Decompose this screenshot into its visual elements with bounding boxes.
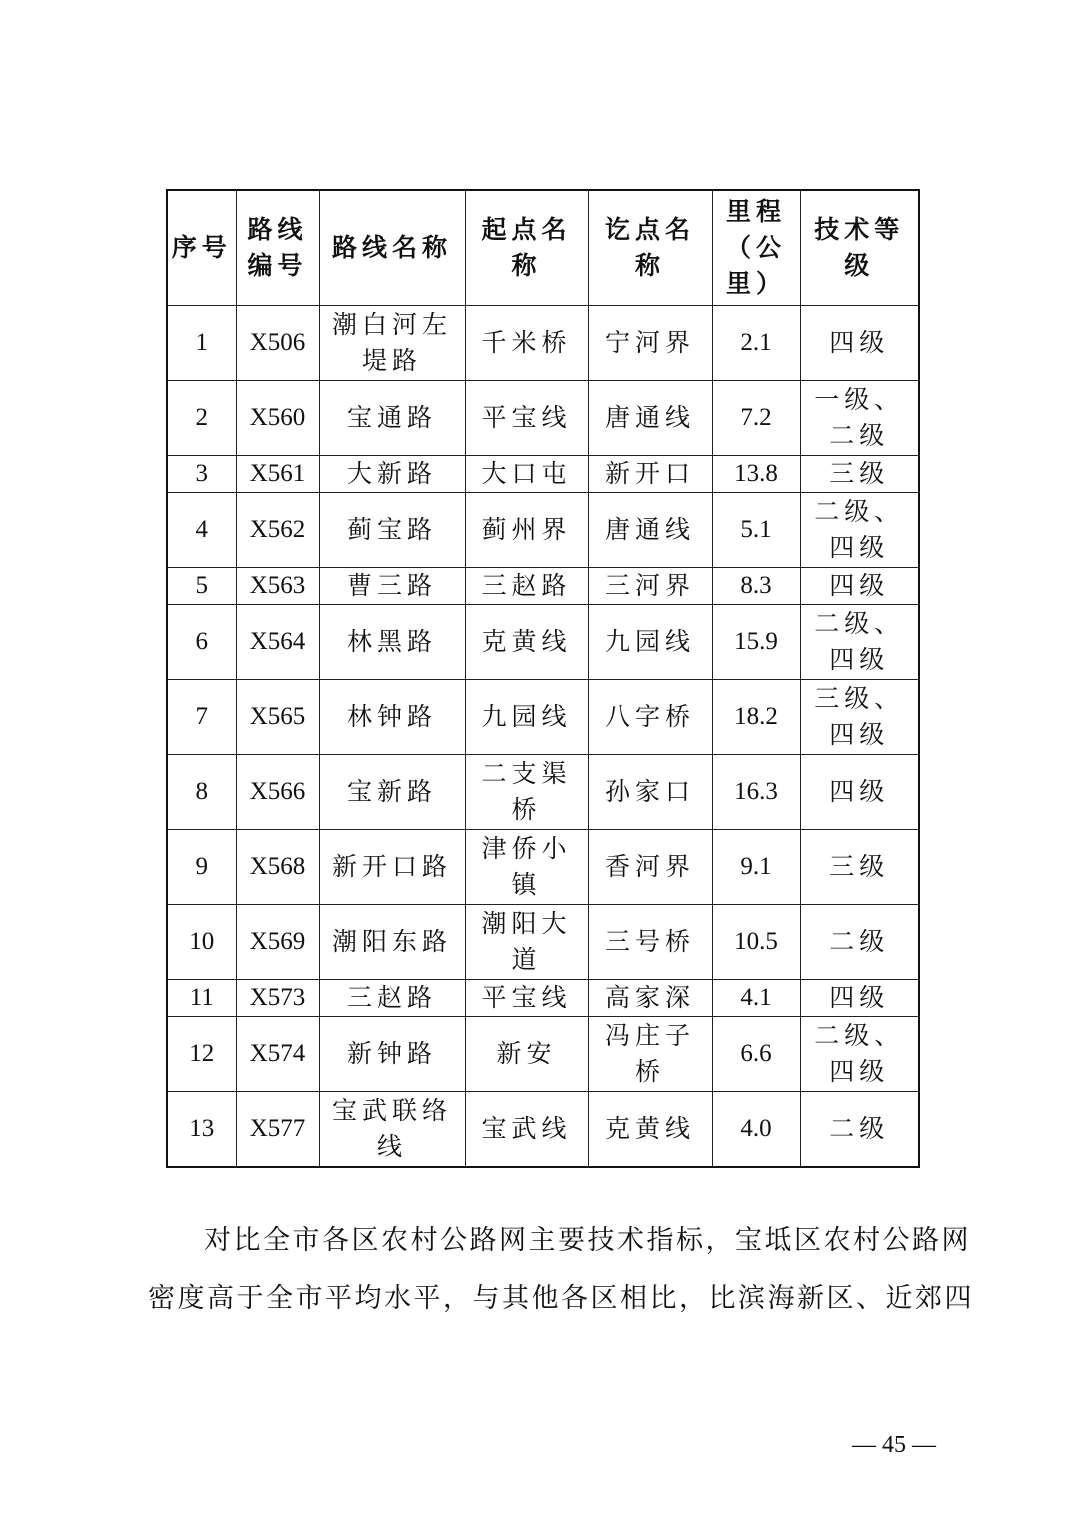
cell-route-code: X566 — [236, 755, 319, 830]
cell-route-code: X568 — [236, 830, 319, 905]
cell-index: 11 — [167, 980, 236, 1017]
cell-mileage: 10.5 — [712, 905, 800, 980]
cell-route-name: 新开口路 — [319, 830, 465, 905]
cell-index: 1 — [167, 306, 236, 381]
cell-route-name: 潮白河左堤路 — [319, 306, 465, 381]
cell-index: 10 — [167, 905, 236, 980]
cell-start-point: 宝武线 — [465, 1092, 588, 1168]
cell-end-point: 高家深 — [588, 980, 712, 1017]
cell-start-point: 津侨小镇 — [465, 830, 588, 905]
cell-tech-grade: 二级、四级 — [800, 605, 919, 680]
cell-end-point: 八字桥 — [588, 680, 712, 755]
cell-tech-grade: 三级 — [800, 830, 919, 905]
cell-end-point: 冯庄子桥 — [588, 1017, 712, 1092]
header-mileage: 里程（公里） — [712, 190, 800, 306]
header-route-code: 路线编号 — [236, 190, 319, 306]
cell-route-name: 宝武联络线 — [319, 1092, 465, 1168]
body-paragraph-line-2: 密度高于全市平均水平，与其他各区相比，比滨海新区、近郊四 — [148, 1283, 974, 1314]
table-row — [167, 456, 919, 493]
table-row — [167, 680, 919, 755]
table-row — [167, 568, 919, 605]
cell-start-point: 克黄线 — [465, 605, 588, 680]
cell-end-point: 唐通线 — [588, 493, 712, 568]
cell-index: 13 — [167, 1092, 236, 1168]
header-end-point: 讫点名称 — [588, 190, 712, 306]
cell-route-name: 宝通路 — [319, 381, 465, 456]
cell-mileage: 18.2 — [712, 680, 800, 755]
cell-mileage: 13.8 — [712, 456, 800, 493]
cell-mileage: 4.1 — [712, 980, 800, 1017]
cell-tech-grade: 一级、二级 — [800, 381, 919, 456]
cell-start-point: 蓟州界 — [465, 493, 588, 568]
cell-end-point: 宁河界 — [588, 306, 712, 381]
cell-start-point: 三赵路 — [465, 568, 588, 605]
cell-end-point: 克黄线 — [588, 1092, 712, 1168]
cell-index: 8 — [167, 755, 236, 830]
cell-mileage: 8.3 — [712, 568, 800, 605]
cell-route-name: 三赵路 — [319, 980, 465, 1017]
cell-route-name: 林钟路 — [319, 680, 465, 755]
table-row — [167, 905, 919, 980]
cell-start-point: 平宝线 — [465, 980, 588, 1017]
cell-index: 9 — [167, 830, 236, 905]
cell-route-name: 大新路 — [319, 456, 465, 493]
cell-route-code: X562 — [236, 493, 319, 568]
cell-route-code: X564 — [236, 605, 319, 680]
cell-mileage: 5.1 — [712, 493, 800, 568]
cell-start-point: 九园线 — [465, 680, 588, 755]
cell-end-point: 唐通线 — [588, 381, 712, 456]
cell-end-point: 九园线 — [588, 605, 712, 680]
table-row — [167, 1017, 919, 1092]
table-body — [167, 306, 919, 1168]
cell-route-name: 曹三路 — [319, 568, 465, 605]
cell-route-code: X560 — [236, 381, 319, 456]
cell-route-name: 林黑路 — [319, 605, 465, 680]
cell-index: 12 — [167, 1017, 236, 1092]
cell-tech-grade: 四级 — [800, 306, 919, 381]
cell-route-name: 蓟宝路 — [319, 493, 465, 568]
cell-route-name: 新钟路 — [319, 1017, 465, 1092]
cell-mileage: 4.0 — [712, 1092, 800, 1168]
cell-start-point: 二支渠桥 — [465, 755, 588, 830]
cell-start-point: 潮阳大道 — [465, 905, 588, 980]
cell-mileage: 7.2 — [712, 381, 800, 456]
cell-mileage: 2.1 — [712, 306, 800, 381]
cell-index: 7 — [167, 680, 236, 755]
table-row — [167, 755, 919, 830]
cell-index: 2 — [167, 381, 236, 456]
cell-index: 4 — [167, 493, 236, 568]
cell-tech-grade: 四级 — [800, 980, 919, 1017]
cell-tech-grade: 四级 — [800, 568, 919, 605]
cell-start-point: 平宝线 — [465, 381, 588, 456]
cell-tech-grade: 二级 — [800, 1092, 919, 1168]
cell-route-code: X573 — [236, 980, 319, 1017]
cell-mileage: 9.1 — [712, 830, 800, 905]
cell-end-point: 三号桥 — [588, 905, 712, 980]
table-row — [167, 381, 919, 456]
cell-route-code: X563 — [236, 568, 319, 605]
cell-tech-grade: 三级、四级 — [800, 680, 919, 755]
cell-end-point: 孙家口 — [588, 755, 712, 830]
cell-index: 3 — [167, 456, 236, 493]
cell-route-code: X577 — [236, 1092, 319, 1168]
cell-start-point: 千米桥 — [465, 306, 588, 381]
table-row — [167, 605, 919, 680]
cell-index: 5 — [167, 568, 236, 605]
cell-mileage: 15.9 — [712, 605, 800, 680]
cell-index: 6 — [167, 605, 236, 680]
cell-tech-grade: 二级 — [800, 905, 919, 980]
cell-mileage: 16.3 — [712, 755, 800, 830]
header-start-point: 起点名称 — [465, 190, 588, 306]
cell-tech-grade: 二级、四级 — [800, 1017, 919, 1092]
cell-end-point: 香河界 — [588, 830, 712, 905]
header-tech-grade: 技术等级 — [800, 190, 919, 306]
cell-route-name: 宝新路 — [319, 755, 465, 830]
table-row — [167, 493, 919, 568]
cell-end-point: 新开口 — [588, 456, 712, 493]
table-row — [167, 306, 919, 381]
header-route-name: 路线名称 — [319, 190, 465, 306]
cell-tech-grade: 二级、四级 — [800, 493, 919, 568]
road-table — [166, 189, 920, 1168]
cell-tech-grade: 三级 — [800, 456, 919, 493]
cell-start-point: 大口屯 — [465, 456, 588, 493]
cell-route-code: X565 — [236, 680, 319, 755]
body-paragraph-line-1: 对比全市各区农村公路网主要技术指标，宝坻区农村公路网 — [204, 1225, 971, 1256]
table-row — [167, 1092, 919, 1168]
page-number: — 45 — — [852, 1432, 936, 1458]
cell-start-point: 新安 — [465, 1017, 588, 1092]
table-header-row — [167, 190, 919, 306]
cell-end-point: 三河界 — [588, 568, 712, 605]
table-row — [167, 980, 919, 1017]
cell-route-code: X506 — [236, 306, 319, 381]
cell-mileage: 6.6 — [712, 1017, 800, 1092]
cell-tech-grade: 四级 — [800, 755, 919, 830]
cell-route-code: X561 — [236, 456, 319, 493]
header-index: 序号 — [167, 190, 236, 306]
table-row — [167, 830, 919, 905]
cell-route-name: 潮阳东路 — [319, 905, 465, 980]
cell-route-code: X574 — [236, 1017, 319, 1092]
cell-route-code: X569 — [236, 905, 319, 980]
